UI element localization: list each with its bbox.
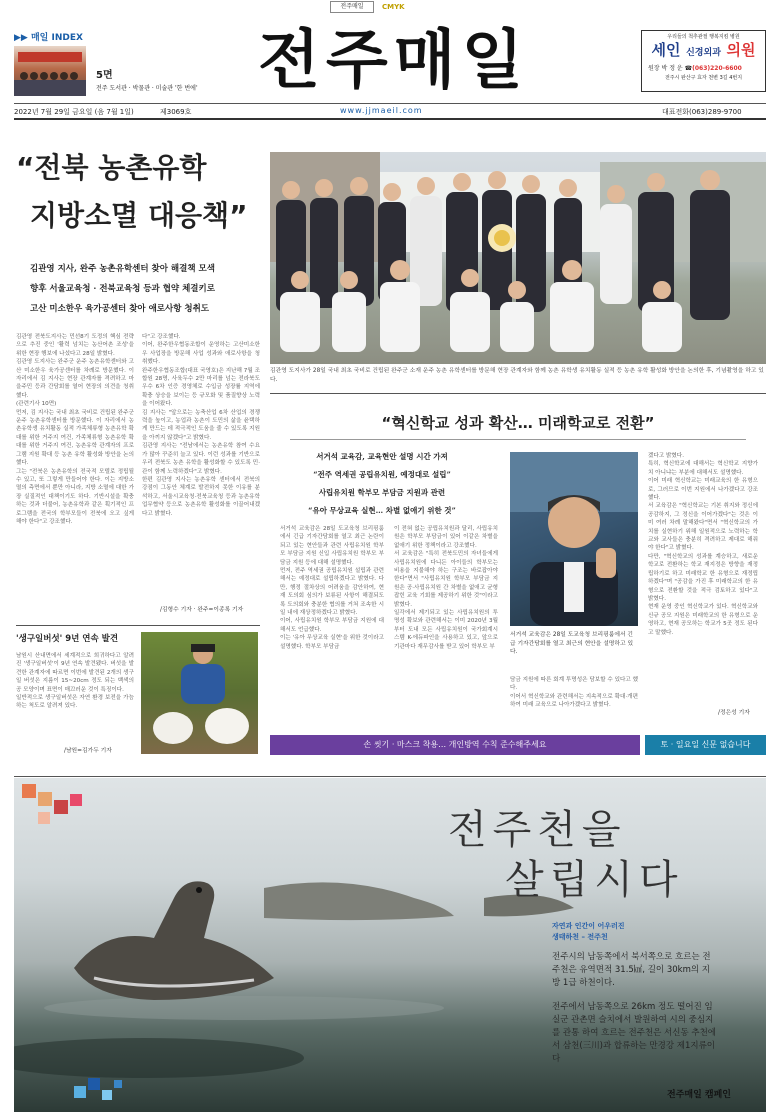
cmyk-mark: CMYK xyxy=(382,3,405,11)
brief-title: '생구일버섯' 9년 연속 발견 xyxy=(16,634,119,644)
index-thumbnail xyxy=(14,46,86,96)
lead-sub-3: 고산 미소한우 육가공센터 찾아 애로사항 청취도 xyxy=(30,304,210,314)
lead-photo-caption: 김관영 도지사가 28일 국내 최초 국비로 건립된 완주군 소재 운주 농촌 유학센터를 방문해 현장 관계자와 함께 농촌 유학생 유치활동 실적 등 농촌 유학 활성화 방안을 논의한 후, 기념촬영을 하고 있다. xyxy=(270,368,764,383)
lead-byline: /김형수 기자 · 완주=이종록 기자 xyxy=(160,607,244,613)
date-line: 2022년 7월 29일 금요일 (음 7월 1일) xyxy=(14,108,134,116)
index-page: 5면 xyxy=(96,70,113,81)
interview-sub-2: “전주 역세권 공립유치원, 예정대로 설립” xyxy=(313,470,451,479)
play-icon: ▶▶ xyxy=(14,33,31,43)
ad-name3: 의원 xyxy=(726,41,756,59)
main-phone: 대표전화(063)289-9700 xyxy=(662,108,742,116)
ad-director: 원장 박 정 운 xyxy=(648,65,683,72)
lead-body-col1: 김관영 전북도지사는 민선8기 도정의 핵심 전략으로 추진 중인 '활력 넘치는 농산어촌 조성'을 위한 현장 행보에 나섰다고 28일 밝혔다. 김관영 도지사는 완주군 운주 농촌유학센터와 고산 미소한우 육가공센터를 차례로 방문했다. 이 자리에서 김 지사는 현장 관계자를 격려하고 마을주민 등과 간담회를 열어 현장의 의견을 청취했다. (관련기사 10면) 먼저, 김 지사는 국내 최초 국비로 건립된 완주군 운주 농촌유학센터를 방문했다. 이 자리에서 농촌유학생 유치활동 실적 가족체류형 농촌유학 확대를 위한 거주지 여건, 가족체류형 농촌유학 확대를 위한 거주지 여건, 농촌유학 관계자의 프로그램 지원 확대 등 농촌 유학 활성화 방안을 논의했다. 그는 "전북은 농촌유학의 전국적 모델로 정립될 수 있고, 또 그렇게 만들어야 한다. 이는 지방소멸의 측면에서 뿐만 아니라, 지방 소멸에 대한 가장 실질적인 대책이기도 하다. 기반시설을 확충하는 것과 더불어, 농촌유학과 같은 획기적인 프로그램을 전국의 학부모들이 전북에 오고 싶게 해야 한다"고 강조했다. xyxy=(16,334,134,525)
lead-headline-2: 지방소멸 대응책” xyxy=(30,199,248,232)
brief-body: 남원시 산내면에서 세계적으로 희귀하다고 알려진 '생구일버섯'이 9년 연속 발견됐다. 버섯을 발견한 관계자에 따르면 이번에 발견된 2개의 생구일 버섯은 지름이 15~20cm 정도 되는 백색의 공 모양이며 표면이 매끄러운 것이 특징이다. 일반적으로 생구일버섯은 자연 환경 보전을 가늠하는 척도로 알려져 있다. xyxy=(16,653,134,710)
interview-body-col1: 서거석 교육감은 28일 도교육청 브리핑룸에서 긴급 기자간담회를 열고 최근 논란이 되고 있는 현안들과 관련 사립유치원 학부모 부담금 지원 신입 사립유치원 학부모 부담금 지원 등에 대해 설명했다. 먼저, 전주 역세권 공립유치원 설립과 관련해서는 예정대로 설립하겠다고 밝혔다. 다만, 행정 절차상의 어려움을 감안하여, 현재 도의회 심의가 보류된 사항이 해결되도록 도의회와 충분한 협의를 거쳐 조속한 시일 내에 재상정하겠다고 밝혔다. 이어, 사립유치원 학부모 부담금 지원에 대해서도 언급했다. 이는 '유아 무상교육 실현'을 위한 것이라고 설명했다. 학부모 부담금 xyxy=(280,526,384,650)
lead-headline-1: “전북 농촌유학 xyxy=(16,151,207,184)
interview-sub-4: “유아 무상교육 실현… 차별 없애기 위한 것” xyxy=(308,506,456,515)
interview-photo-caption: 서거석 교육감은 28일 도교육청 브리핑룸에서 긴급 기자간담회를 열고 최근의 현안을 설명하고 있다. xyxy=(510,632,634,655)
ad-name2: 신경외과 xyxy=(686,48,721,58)
masthead-title: 전주매일 xyxy=(258,24,530,98)
top-badge: 전주매일 xyxy=(330,1,374,13)
interview-caption-continued: 담금 지원에 따른 회계 투명성은 담보할 수 있다고 했다. 이어서 혁신학교와 관련해서는 지속적으로 확대·개편하여 미래 교육으로 나아가겠다고 밝혔다. xyxy=(510,677,638,709)
issue-number: 제3069호 xyxy=(160,108,192,116)
interview-body-col2: 이 전혀 없는 공립유치원과 달리, 사립유치원은 학부모 부담금이 있어 이같은 차별을 없애기 위한 정책이라고 강조했다. 서 교육감은 "특히 전북도민의 자녀들에게 사립유치원에 다니든 아이들의 학부모는 비용을 지불해야 하는 구조는 바로잡아야 한다"면서 "사립유치원 학부모 부담금 지원은 공·사립유치원 간 차별을 없애고 균형잡힌 교육 기회를 제공하기 위한 것"이라고 밝혔다. 일각에서 제기되고 있는 사립유치원의 투명성 확보와 관련해서는 이미 2020년 3월부터 도내 모든 사립유치원이 국가회계시스템 K-에듀파인을 사용하고 있고, 앞으로 기관마다 재무감사를 받고 있어 학부모 부 xyxy=(394,526,498,650)
interview-photo xyxy=(510,452,638,626)
lead-sub-2: 향후 서울교육청 · 전북교육청 등과 협약 체결키로 xyxy=(30,284,215,294)
interview-sub-1: 서거석 교육감, 교육현안 설명 시간 가져 xyxy=(316,452,448,461)
ad-tagline: 우리들의 척추관절 행복지킴 병원 xyxy=(667,34,740,40)
ad-name1: 세인 xyxy=(651,41,681,59)
campaign-footer: 전주매일 캠페인 xyxy=(667,1090,731,1100)
campaign-paragraph-2: 전주에서 남동쪽으로 26km 정도 떨어진 임실군 관촌면 슬치에서 발원하여 시의 중심지를 관통 하여 흐르는 전주천은 서신동 추천에서 삼천(三川)과 합류하는 만경강 제1지류이다 xyxy=(552,1002,717,1064)
campaign-tag-2: 생태하천 – 전주천 xyxy=(552,933,608,941)
phone-icon: ☎ xyxy=(684,65,693,72)
lead-photo xyxy=(270,152,766,364)
index-caption: 전주 도서관 · 박물관 · 미술관 '한 번에' xyxy=(96,85,198,92)
campaign-title-1: 전주천을 xyxy=(448,807,627,853)
clinic-ad xyxy=(641,30,766,92)
weekend-notice-bar: 토 · 일요일 신문 없습니다 xyxy=(645,735,766,755)
interview-headline: “혁신학교 성과 확산… 미래학교로 전환” xyxy=(381,414,655,432)
health-notice-bar: 손 씻기 · 마스크 착용… 개인방역 수칙 준수해주세요 xyxy=(270,735,640,755)
campaign-tag-1: 자연과 인간이 어우러진 xyxy=(552,922,625,930)
interview-sub-3: 사립유치원 학부모 부담금 지원과 관련 xyxy=(318,488,446,497)
lead-sub-1: 김관영 지사, 완주 농촌유학센터 찾아 해결책 모색 xyxy=(30,264,215,274)
index-label: ▶▶ 매일 INDEX xyxy=(14,33,83,43)
site-url[interactable]: www.jjmaeil.com xyxy=(340,106,423,115)
ad-tel: (063)220-6600 xyxy=(692,65,742,72)
ad-address: 전주시 완산구 효자 천변 3길 4번지 xyxy=(664,75,743,81)
interview-byline: /정은성 기자 xyxy=(718,710,750,716)
brief-byline: /남원=김가두 기자 xyxy=(64,748,112,754)
lead-body-col2: 다"고 강조했다. 이어, 완주한우협동조합이 운영하는 고산미소한우 사업장을 방문해 사업 성과와 애로사항을 청취했다. 완주한우협동조합(대표 국영호)은 지난해 7월 조합원 28명, 사육두수 2만 마리를 넘는 전라북도 우수 6차 인증 경영체로 수입금 성장률 지역에 확충 상승을 보이는 등 규모화 및 품질향상 노력을 이어왔다. 김 지사는 "앞으로는 농축산업 6차 산업의 경쟁력을 높이고, 농업과 농촌이 도민의 삶을 윤택하게 만드는 데 적극적인 도움을 줄 수 있도록 지원을 아끼지 않겠다"고 밝혔다. 김관영 지사는 "전남에서는 농촌유학 참여 수요가 많아 꾸준히 늘고 있다. 이런 성과를 기반으로 우리 전북도 농촌 유학을 활성화할 수 있도록 민·관이 함께 노력하겠다"고 밝혔다. 한편 김관영 지사는 농촌유학 센터에서 전북의 강점이 그동안 체계로 발전하지 못한 이유를 분석하고, 서울시교육청·전북교육청 등과 농촌유학 업무협약 등으로 농촌유학 활성화를 이끌어내겠다고 밝혔다. xyxy=(142,334,260,517)
campaign-title-2: 살립시다 xyxy=(505,857,684,903)
campaign-paragraph-1: 전주시의 남동쪽에서 북서쪽으로 흐르는 전주천은 유역면적 31.5㎢, 길이 30km의 지방 1급 하천이다. xyxy=(552,952,711,988)
brief-photo xyxy=(141,632,258,754)
interview-body-col3: 겠다고 밝혔다. 특히, 혁신학교에 대해서는 혁신학교 지향가치 아니냐는 부분에 대해서도 설명했다. 이어 미래 혁신학교는 미래교육의 한 유형으로, 그러므로 이번 지원에서 나가겠다고 강조했다. 서 교육감은 "혁신학교는 기본 취지와 정신에 공감하지, 그 정신을 이어가겠다"는 것은 이미 여러 차례 말해왔다"면서 "혁신학교의 가치를 실현하기 위해 일원적으로 노력하는 학교와 교사들은 충분히 격려하고 제대로 해줘야 한다"고 밝혔다. 다만, "혁신학교의 성과를 계승하고, 새로운 학교로 전환하는 학교 재지정은 방향을 재정립하기로 하고 미래학교 한 유형으로 재정립하겠다"며 "공감을 가진 후 미래학교의 한 유형으로 전환할 것을 적극 검토하고 있다"고 밝혔다. 현재 운영 중인 혁신학교가 있다. 혁신학교와 신규 공모 지원은 미래학교의 한 유형으로 운영하고, 현재 공모하는 학교가 5곳 정도 된다고 말했다. xyxy=(648,453,758,636)
